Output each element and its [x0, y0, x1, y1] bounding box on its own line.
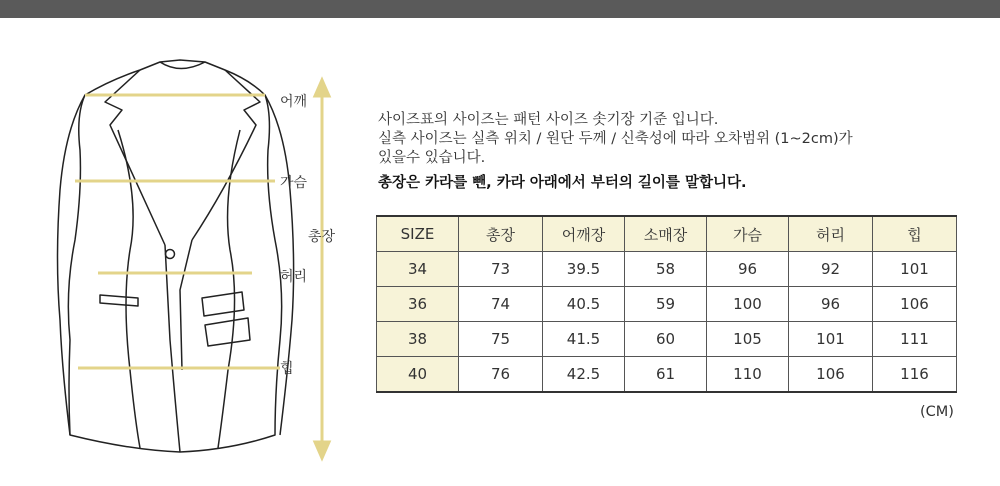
table-cell: 40	[377, 357, 459, 393]
left-pocket	[100, 295, 138, 306]
col-header: 허리	[789, 216, 873, 252]
table-cell: 58	[625, 252, 707, 287]
table-cell: 59	[625, 287, 707, 322]
waist-label: 허리	[280, 269, 308, 285]
table-cell: 92	[789, 252, 873, 287]
table-cell: 73	[459, 252, 543, 287]
table-cell: 34	[377, 252, 459, 287]
front-opening	[165, 245, 180, 452]
unit-label: (CM)	[920, 404, 954, 420]
table-cell: 106	[789, 357, 873, 393]
table-row	[377, 322, 957, 357]
col-header: 어깨장	[543, 216, 625, 252]
length-arrow-top	[315, 80, 329, 96]
shoulder-label: 어깨	[280, 94, 308, 110]
table-cell: 101	[789, 322, 873, 357]
table-cell: 75	[459, 322, 543, 357]
col-header: 가슴	[707, 216, 789, 252]
table-row	[377, 357, 957, 393]
size-table	[376, 215, 957, 393]
chest-pocket	[205, 318, 250, 346]
table-cell: 101	[873, 252, 957, 287]
size-notes	[378, 111, 853, 193]
hip-label: 힙	[280, 361, 294, 377]
length-label: 총장	[308, 229, 336, 245]
button	[166, 250, 175, 259]
table-cell: 96	[707, 252, 789, 287]
note-line-3: 있을수 있습니다.	[378, 150, 486, 166]
table-cell: 40.5	[543, 287, 625, 322]
table-cell: 111	[873, 322, 957, 357]
col-header: SIZE	[377, 216, 459, 252]
note-line-1: 사이즈표의 사이즈는 패턴 사이즈 솟기장 기준 입니다.	[378, 112, 719, 128]
collar-back	[160, 62, 205, 69]
length-arrow-bottom	[315, 442, 329, 458]
table-row	[377, 252, 957, 287]
table-cell: 41.5	[543, 322, 625, 357]
table-cell: 74	[459, 287, 543, 322]
table-cell: 105	[707, 322, 789, 357]
note-line-2: 실측 사이즈는 실측 위치 / 원단 두께 / 신축성에 따라 오차범위 (1~2cm)가	[378, 131, 853, 147]
col-header: 총장	[459, 216, 543, 252]
table-cell: 96	[789, 287, 873, 322]
right-pocket	[202, 292, 244, 316]
table-cell: 36	[377, 287, 459, 322]
table-cell: 39.5	[543, 252, 625, 287]
table-cell: 61	[625, 357, 707, 393]
table-row	[377, 287, 957, 322]
table-cell: 106	[873, 287, 957, 322]
table-cell: 38	[377, 322, 459, 357]
table-cell: 116	[873, 357, 957, 393]
table-header-row	[377, 216, 957, 252]
chest-label: 가슴	[280, 175, 308, 191]
table-cell: 76	[459, 357, 543, 393]
table-cell: 110	[707, 357, 789, 393]
top-bar	[0, 0, 1000, 18]
col-header: 힙	[873, 216, 957, 252]
col-header: 소매장	[625, 216, 707, 252]
table-cell: 60	[625, 322, 707, 357]
table-cell: 100	[707, 287, 789, 322]
note-line-4: 총장은 카라를 뺀, 카라 아래에서 부터의 길이를 말합니다.	[378, 175, 747, 191]
table-cell: 42.5	[543, 357, 625, 393]
